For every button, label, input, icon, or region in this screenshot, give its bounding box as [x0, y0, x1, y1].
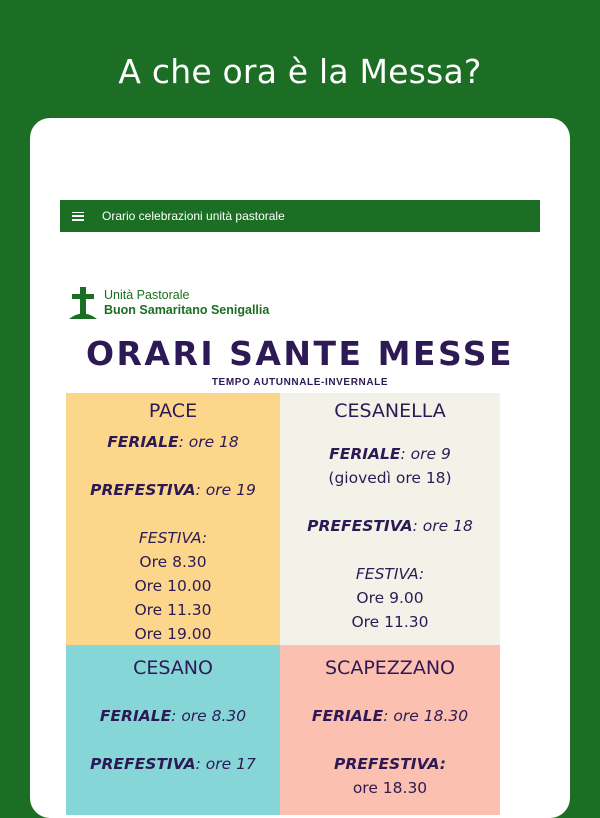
feriale-value: : ore 18 [178, 433, 239, 451]
prefestiva-line [66, 755, 280, 773]
prefestiva-label: PREFESTIVA [307, 517, 413, 535]
parish-name: CESANO [133, 657, 213, 679]
headline: A che ora è la Messa? [118, 52, 482, 91]
prefestiva-label: PREFESTIVA [90, 755, 196, 773]
feriale-value: : ore 18.30 [383, 707, 469, 725]
festiva-label: FESTIVA: [355, 565, 425, 583]
parish-logo [68, 286, 269, 320]
prefestiva-value: : ore 17 [195, 755, 256, 773]
parish-name: CESANELLA [334, 400, 446, 422]
prefestiva-label [280, 755, 500, 773]
schedule-grid [66, 393, 500, 813]
feriale-value: : ore 8.30 [171, 707, 247, 725]
feriale-label: FERIALE [329, 445, 401, 463]
cross-icon [68, 286, 98, 320]
parish-cell-cesanella [280, 393, 500, 645]
feriale-label: FERIALE [311, 707, 384, 725]
app-bar [60, 200, 540, 232]
festiva-time: Ore 11.30 [351, 613, 429, 631]
feriale-line [280, 707, 500, 725]
feriale-line [66, 433, 280, 451]
app-bar-title: Orario celebrazioni unità pastorale [102, 209, 285, 223]
poster-subtitle: TEMPO AUTUNNALE-INVERNALE [211, 377, 389, 388]
festiva-time: Ore 19.00 [134, 625, 212, 643]
parish-cell-pace [66, 393, 280, 645]
parish-cell-cesano [66, 645, 280, 815]
feriale-label: FERIALE [107, 433, 179, 451]
prefestiva-value: ore 18.30 [352, 779, 428, 797]
content-card [30, 118, 570, 818]
prefestiva-label-text: PREFESTIVA: [334, 755, 446, 773]
logo-line-2: Buon Samaritano Senigallia [104, 303, 270, 317]
prefestiva-line [66, 481, 280, 499]
poster-title: ORARI SANTE MESSE [85, 334, 515, 373]
festiva-time: Ore 10.00 [134, 577, 212, 595]
logo-line-1: Unità Pastorale [104, 288, 190, 302]
parish-cell-scapezzano [280, 645, 500, 815]
feriale-note: (giovedì ore 18) [328, 469, 452, 487]
festiva-time: Ore 11.30 [134, 601, 212, 619]
feriale-line [280, 445, 500, 463]
prefestiva-label: PREFESTIVA [90, 481, 196, 499]
prefestiva-line [280, 517, 500, 535]
menu-icon[interactable] [72, 212, 84, 221]
parish-name: PACE [148, 400, 198, 422]
prefestiva-value: : ore 19 [195, 481, 256, 499]
prefestiva-value: : ore 18 [412, 517, 473, 535]
feriale-label: FERIALE [99, 707, 172, 725]
feriale-value: : ore 9 [400, 445, 451, 463]
parish-name: SCAPEZZANO [325, 657, 455, 679]
feriale-line [66, 707, 280, 725]
festiva-time: Ore 9.00 [356, 589, 424, 607]
festiva-time: Ore 8.30 [139, 553, 207, 571]
festiva-label: FESTIVA: [138, 529, 208, 547]
